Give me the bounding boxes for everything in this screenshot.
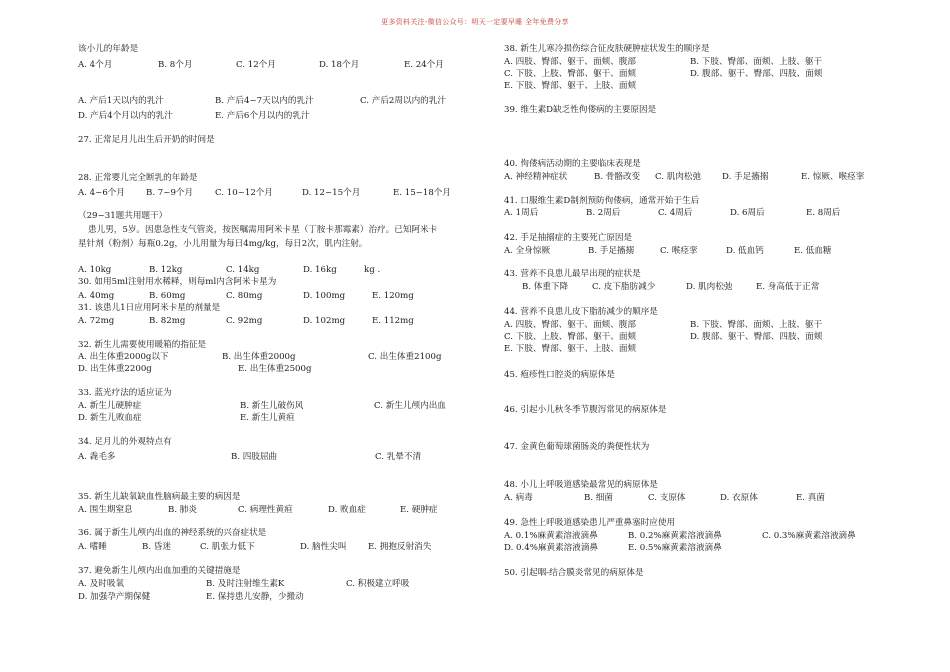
option: E. 拥抱反射消失 (368, 542, 432, 552)
option: C. 支原体 (648, 493, 686, 503)
option: D. 18个月 (319, 60, 360, 70)
option: D. 手足搐搦 (722, 172, 769, 182)
shared-stem-line1: 患儿男，5岁。因患急性支气管炎，按医嘱需用阿米卡星（丁胺卡那霉素）治疗。已知阿米卡 (88, 225, 438, 235)
option: E. 硬肿症 (400, 505, 438, 515)
option: A. 四肢、臀部、躯干、面颊、腹部 (504, 320, 636, 330)
option: A. 4~6个月 (78, 188, 125, 198)
option: E. 出生体重2500g (238, 364, 312, 374)
option: D. 低血钙 (726, 246, 764, 256)
q46-stem: 46. 引起小儿秋冬季节腹泻常见的病原体是 (504, 405, 667, 415)
option: B. 12kg (149, 265, 183, 275)
option: C. 80mg (226, 291, 263, 301)
option: D. 腹部、躯干、臀部、四肢、面颊 (690, 69, 823, 79)
q45-stem: 45. 疱疹性口腔炎的病原体是 (504, 370, 615, 380)
option: E. 120mg (372, 291, 414, 301)
option: B. 2周后 (586, 208, 621, 218)
shared-stem-line2: 星针剂（粉剂）每瓶0.2g，小儿用量为每日4mg/kg，每日2次，肌内注射。 (78, 239, 368, 249)
option: B. 昏迷 (142, 542, 171, 552)
option: C. 下肢、上肢、臀部、躯干、面颊 (504, 69, 637, 79)
option: B. 下肢、臀部、面颊、上肢、躯干 (690, 320, 823, 330)
option: B. 60mg (149, 291, 186, 301)
option: A. 全身惊厥 (504, 246, 551, 256)
q31-stem: 31. 该患儿1日应用阿米卡星的剂量是 (78, 303, 221, 313)
header-note: 更多资料关注-微信公众号：明天一定要早睡 全年免费分享 (381, 18, 569, 26)
option: C. 12个月 (236, 60, 276, 70)
option: C. 病理性黄疸 (238, 505, 293, 515)
option: D. 16kg (303, 265, 337, 275)
q42-stem: 42. 手足抽搦症的主要死亡原因是 (504, 233, 633, 243)
option: C. 10~12个月 (215, 188, 273, 198)
option: A. 4个月 (78, 60, 113, 70)
option: B. 细菌 (584, 493, 613, 503)
option: E. 身高低于正常 (756, 282, 820, 292)
option: A. 神经精神症状 (504, 172, 568, 182)
option: C. 肌张力低下 (200, 542, 255, 552)
option: C. 14kg (226, 265, 260, 275)
option: D. 衣原体 (720, 493, 758, 503)
option: E. 新生儿黄疸 (240, 413, 295, 423)
option: C. 新生儿颅内出血 (374, 401, 446, 411)
option: C. 4周后 (658, 208, 693, 218)
option: E. 保持患儿安静，少搬动 (206, 592, 304, 602)
q32-stem: 32. 新生儿需要使用暖箱的指征是 (78, 340, 207, 350)
q44-stem: 44. 营养不良患儿皮下脂肪减少的顺序是 (504, 307, 658, 317)
option: kg . (364, 265, 381, 275)
q41-stem: 41. 口服维生素D制剂预防佝偻病，通常开始于生后 (504, 196, 700, 206)
option: C. 积极建立呼吸 (346, 579, 410, 589)
q35-stem: 35. 新生儿缺氧缺血性脑病最主要的病因是 (78, 492, 241, 502)
q34-stem: 34. 足月儿的外观特点有 (78, 437, 172, 447)
option: B. 82mg (149, 316, 186, 326)
option: D. 肌肉松弛 (686, 282, 733, 292)
q25-stem: 该小儿的年龄是 (78, 44, 139, 54)
option: E. 下肢、臀部、躯干、上肢、面颊 (504, 81, 637, 91)
option: E. 24个月 (404, 60, 444, 70)
q40-stem: 40. 佝偻病活动期的主要临床表现是 (504, 159, 641, 169)
option: B. 出生体重2000g (222, 352, 296, 362)
option: E. 8周后 (806, 208, 841, 218)
option: E. 低血糖 (794, 246, 832, 256)
option: D. 败血症 (328, 505, 366, 515)
option: D. 新生儿败血症 (78, 413, 142, 423)
q28-stem: 28. 正常婴儿完全断乳的年龄是 (78, 173, 198, 183)
option: D. 102mg (303, 316, 346, 326)
q38-stem: 38. 新生儿寒冷损伤综合征皮肤硬肿症状发生的顺序是 (504, 44, 710, 54)
option: B. 四肢屈曲 (231, 452, 278, 462)
option: E. 112mg (372, 316, 414, 326)
option: E. 0.5%麻黄素溶液滴鼻 (628, 543, 722, 553)
q48-stem: 48. 小儿上呼吸道感染最常见的病原体是 (504, 480, 658, 490)
option: A. 出生体重2000g以下 (78, 352, 169, 362)
option: C. 皮下脂肪减少 (592, 282, 656, 292)
option: B. 手足搐搦 (588, 246, 635, 256)
option: B. 产后4~7天以内的乳汁 (215, 96, 314, 106)
option: A. 72mg (78, 316, 115, 326)
option: B. 骨骼改变 (594, 172, 641, 182)
option: E. 惊厥、喉痉挛 (801, 172, 865, 182)
option: A. 嗜睡 (78, 542, 107, 552)
q36-stem: 36. 属于新生儿颅内出血的神经系统的兴奋症状是 (78, 528, 267, 538)
option: A. 围生期窒息 (78, 505, 133, 515)
option: B. 7~9个月 (146, 188, 194, 198)
option: D. 脑性尖叫 (300, 542, 347, 552)
option: E. 产后6个月以内的乳汁 (215, 111, 310, 121)
q50-stem: 50. 引起咽-结合膜炎常见的病原体是 (504, 568, 644, 578)
option: C. 0.3%麻黄素溶液滴鼻 (762, 531, 856, 541)
option: A. 0.1%麻黄素溶液滴鼻 (504, 531, 598, 541)
option: B. 体重下降 (522, 282, 569, 292)
option: B. 及时注射维生素K (206, 579, 285, 589)
option: D. 出生体重2200g (78, 364, 152, 374)
option: A. 40mg (78, 291, 115, 301)
option: B. 新生儿破伤风 (240, 401, 304, 411)
option: A. 毳毛多 (78, 452, 116, 462)
option: B. 8个月 (158, 60, 193, 70)
q39-stem: 39. 维生素D缺乏性佝偻病的主要原因是 (504, 105, 657, 115)
q43-stem: 43. 营养不良患儿最早出现的症状是 (504, 269, 641, 279)
option: A. 10kg (78, 265, 112, 275)
shared-stem-title: （29~31题共用题干） (78, 211, 168, 221)
option: B. 肺炎 (168, 505, 197, 515)
option: D. 0.4%麻黄素溶液滴鼻 (504, 543, 599, 553)
option: C. 出生体重2100g (368, 352, 442, 362)
q33-stem: 33. 蓝光疗法的适应证为 (78, 388, 172, 398)
option: C. 肌肉松弛 (655, 172, 702, 182)
option: E. 15~18个月 (393, 188, 451, 198)
option: D. 产后4个月以内的乳汁 (78, 111, 173, 121)
q30-stem: 30. 如用5ml注射用水稀释，则每ml内含阿米卡星为 (78, 277, 277, 287)
option: D. 12~15个月 (302, 188, 361, 198)
option: C. 92mg (226, 316, 263, 326)
option: A. 1周后 (504, 208, 539, 218)
option: A. 病毒 (504, 493, 533, 503)
option: E. 真菌 (796, 493, 825, 503)
option: D. 加强孕产期保健 (78, 592, 151, 602)
option: D. 腹部、躯干、臀部、四肢、面颊 (690, 332, 823, 342)
option: B. 下肢、臀部、面颊、上肢、躯干 (690, 57, 823, 67)
q49-stem: 49. 急性上呼吸道感染患儿严重鼻塞时应使用 (504, 518, 676, 528)
option: C. 产后2周以内的乳汁 (360, 96, 446, 106)
option: B. 0.2%麻黄素溶液滴鼻 (628, 531, 722, 541)
option: A. 新生儿硬肿症 (78, 401, 142, 411)
option: E. 下肢、臀部、躯干、上肢、面颊 (504, 344, 637, 354)
q47-stem: 47. 金黄色葡萄球菌肠炎的粪便性状为 (504, 442, 650, 452)
option: C. 乳晕不清 (375, 452, 422, 462)
option: C. 喉痉挛 (660, 246, 698, 256)
q27-stem: 27. 正常足月儿出生后开奶的时间是 (78, 135, 215, 145)
option: C. 下肢、上肢、臀部、躯干、面颊 (504, 332, 637, 342)
option: D. 100mg (303, 291, 346, 301)
q37-stem: 37. 避免新生儿颅内出血加重的关键措施是 (78, 566, 241, 576)
option: D. 6周后 (730, 208, 765, 218)
option: A. 产后1天以内的乳汁 (78, 96, 164, 106)
option: A. 四肢、臀部、躯干、面颊、腹部 (504, 57, 636, 67)
option: A. 及时吸氧 (78, 579, 125, 589)
